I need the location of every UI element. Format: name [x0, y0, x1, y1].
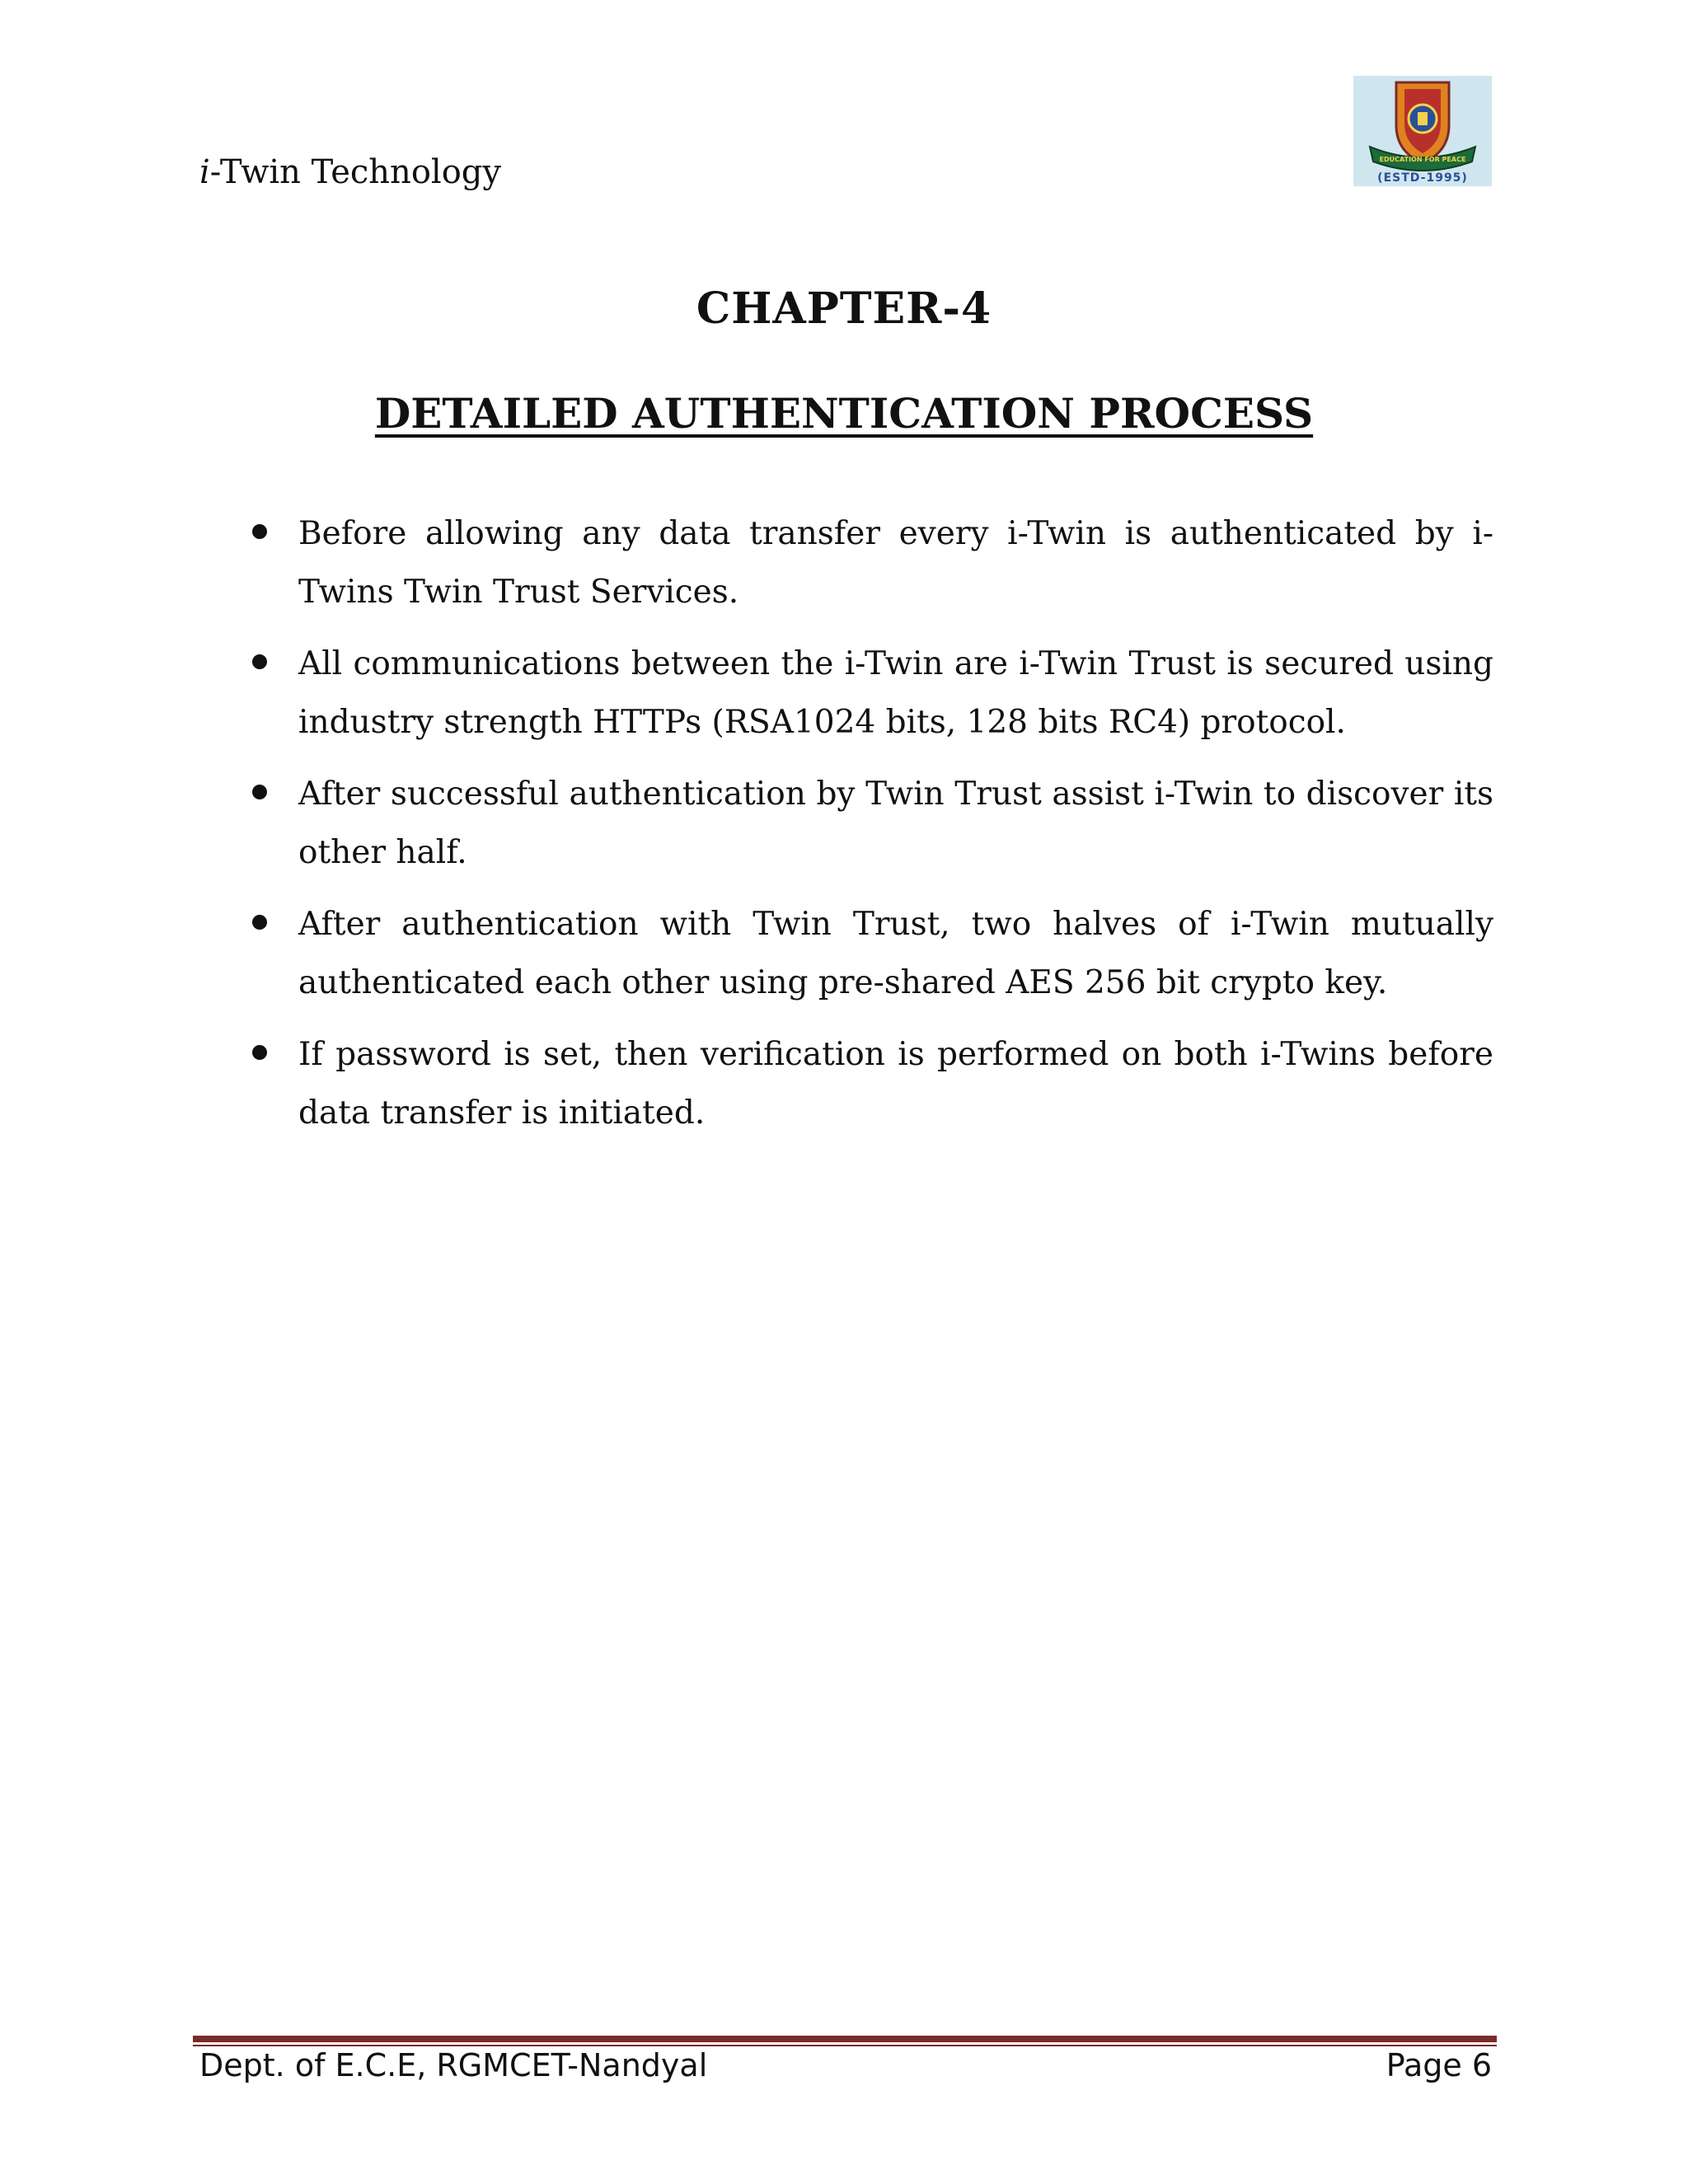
chapter-number: CHAPTER-4: [696, 284, 992, 334]
list-item: [298, 504, 1493, 621]
bullet-text: If password is set, then verification is performed on both i-Twins before data transfer is initiated.: [298, 1036, 1493, 1132]
bullet-text: Before allowing any data transfer every i-Twin is authenticated by i-Twins Twin Trust Services.: [298, 515, 1493, 611]
list-item: [298, 635, 1493, 752]
logo-motto: EDUCATION FOR PEACE: [1379, 156, 1466, 163]
college-logo: [1353, 76, 1492, 186]
list-item: [298, 895, 1493, 1012]
bullet-icon: [252, 785, 267, 799]
bullet-text: After successful authentication by Twin Trust assist i-Twin to discover its other half.: [298, 776, 1493, 871]
bullet-list: [298, 504, 1493, 1155]
chapter-title: DETAILED AUTHENTICATION PROCESS: [374, 389, 1314, 438]
bullet-text: All communications between the i-Twin are i-Twin Trust is secured using industry strength HTTPs (RSA1024 bits, 128 bits RC4) protocol.: [298, 645, 1493, 741]
running-header-rest: -Twin Technology: [209, 153, 501, 191]
bullet-icon: [252, 524, 267, 539]
logo-estd: (ESTD-1995): [1377, 171, 1468, 185]
bullet-icon: [252, 915, 267, 930]
list-item: [298, 1025, 1493, 1142]
bullet-text: After authentication with Twin Trust, two halves of i-Twin mutually authenticated each other using pre-shared AES 256 bit crypto key.: [298, 906, 1493, 1001]
bullet-icon: [252, 654, 267, 669]
footer-divider: [193, 2036, 1497, 2046]
running-header-prefix: i: [199, 153, 210, 191]
footer-department: Dept. of E.C.E, RGMCET-Nandyal: [199, 2047, 708, 2083]
footer-page-number: Page 6: [1386, 2047, 1492, 2083]
running-header: [199, 153, 501, 191]
list-item: [298, 765, 1493, 882]
bullet-icon: [252, 1045, 267, 1060]
